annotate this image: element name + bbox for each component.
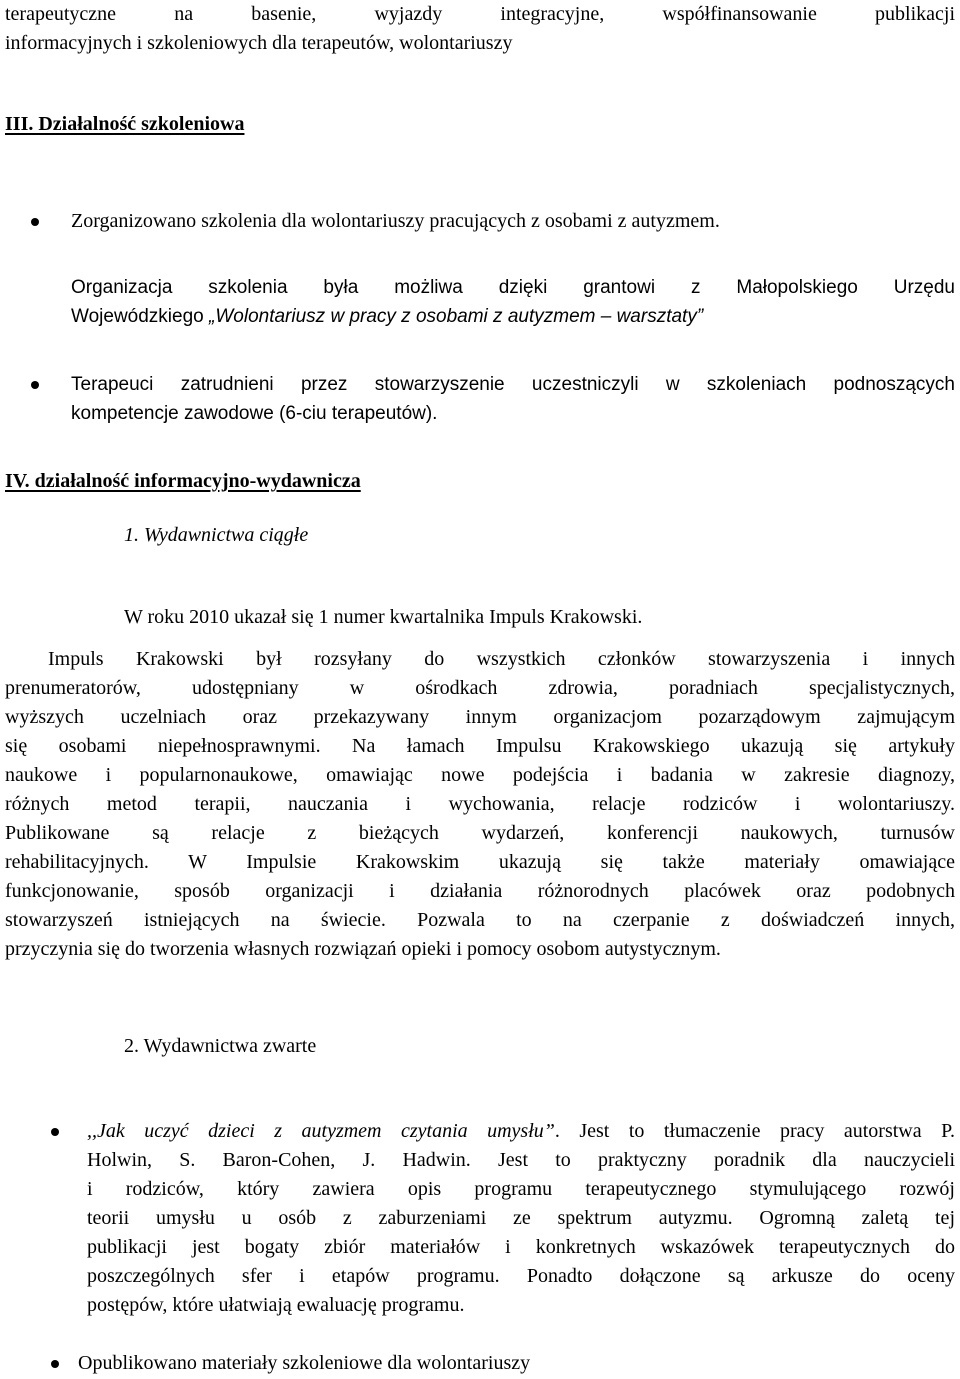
quarterly-note: W roku 2010 ukazał się 1 numer kwartalnika Impuls Krakowski. [124,606,643,628]
training-bullet-text: Zorganizowano szkolenia dla wolontariuszy pracujących z osobami z autyzmem. [71,210,720,232]
subsection-serial-publications [124,521,308,550]
impuls-line: Publikowane są relacje z bieżących wydarzeń, konferencji naukowych, turnusów [5,822,955,844]
grant-title: „Wolontariusz w pracy z osobami z autyzmem – warsztaty” [209,306,704,327]
grant-line [71,302,955,331]
bullet-icon [51,1128,59,1136]
impuls-line: stowarzyszeń istniejących na świecie. Pozwala to na czerpanie z doświadczeń innych, [5,909,955,931]
impuls-line: Impuls Krakowski był rozsyłany do wszystkich członków stowarzyszenia i innych [48,648,955,670]
book-line: publikacji jest bogaty zbiór materiałów i konkretnych wskazówek terapeutycznych do [87,1236,955,1258]
book-line-rest: . Jest to tłumaczenie pracy autorstwa P. [554,1120,956,1142]
impuls-line: rehabilitacyjnych. W Impulsie Krakowskim ukazują się także materiały omawiające [5,851,955,873]
impuls-line: przyczynia się do tworzenia własnych rozwiązań opieki i pomocy osobom autystycznym. [5,938,721,960]
bullet-icon [31,218,39,226]
training-materials-bullet-text: Opublikowano materiały szkoleniowe dla wolontariuszy [78,1352,531,1374]
impuls-line: się osobami niepełnosprawnymi. Na łamach Impulsu Krakowskiego ukazują się artykuły [5,735,955,757]
subsection-title: 1. Wydawnictwa ciągłe [124,524,309,546]
impuls-line: funkcjonowanie, sposób organizacji i działania różnorodnych placówek oraz podobnych [5,880,955,902]
impuls-line: prenumeratorów, udostępniany w ośrodkach zdrowia, poradniach specjalistycznych, [5,677,955,699]
bullet-icon [51,1360,59,1368]
intro-line: informacyjnych i szkoleniowych dla terapeutów, wolontariuszy [5,32,513,54]
intro-line: terapeutyczne na basenie, wyjazdy integracyjne, współfinansowanie publikacji [5,3,955,25]
book-title: ,,Jak uczyć dzieci z autyzmem czytania umysłu” [87,1120,555,1142]
book-line: i rodziców, który zawiera opis programu terapeutycznego stymulującego rozwój [87,1178,955,1200]
book-line [87,1117,955,1146]
grant-line: Organizacja szkolenia była możliwa dzięki grantowi z Małopolskiego Urzędu [71,277,955,298]
grant-prefix: Wojewódzkiego [71,306,210,327]
therapists-line: Terapeuci zatrudnieni przez stowarzyszenie uczestniczyli w szkoleniach podnoszących [71,374,955,395]
therapists-paragraph [71,370,955,428]
subsection-book-publications: 2. Wydawnictwa zwarte [124,1035,317,1057]
book-line: Holwin, S. Baron-Cohen, J. Hadwin. Jest to praktyczny poradnik dla nauczycieli [87,1149,955,1171]
impuls-line: różnych metod terapii, nauczania i wychowania, relacje rodziców i wolontariuszy. [5,793,955,815]
therapists-line: kompetencje zawodowe (6-ciu terapeutów). [71,403,438,424]
impuls-paragraph [5,645,955,964]
book-line: poszczególnych sfer i etapów programu. Ponadto dołączone są arkusze do oceny [87,1265,955,1287]
grant-paragraph [71,273,955,331]
intro-paragraph [5,0,955,58]
book-line: teorii umysłu u osób z zaburzeniami ze spektrum autyzmu. Ogromną zaletą tej [87,1207,955,1229]
book-line: postępów, które ułatwiają ewaluację programu. [87,1294,465,1316]
impuls-line: wyższych uczelniach oraz przekazywany innym organizacjom pozarządowym zajmującym [5,706,955,728]
impuls-line: naukowe i popularnonaukowe, omawiając nowe podejścia i badania w zakresie diagnozy, [5,764,955,786]
bullet-icon [31,381,39,389]
section-heading-publishing: IV. działalność informacyjno-wydawnicza [5,470,361,492]
section-heading-training: III. Działalność szkoleniowa [5,113,245,135]
book-paragraph [87,1117,955,1320]
